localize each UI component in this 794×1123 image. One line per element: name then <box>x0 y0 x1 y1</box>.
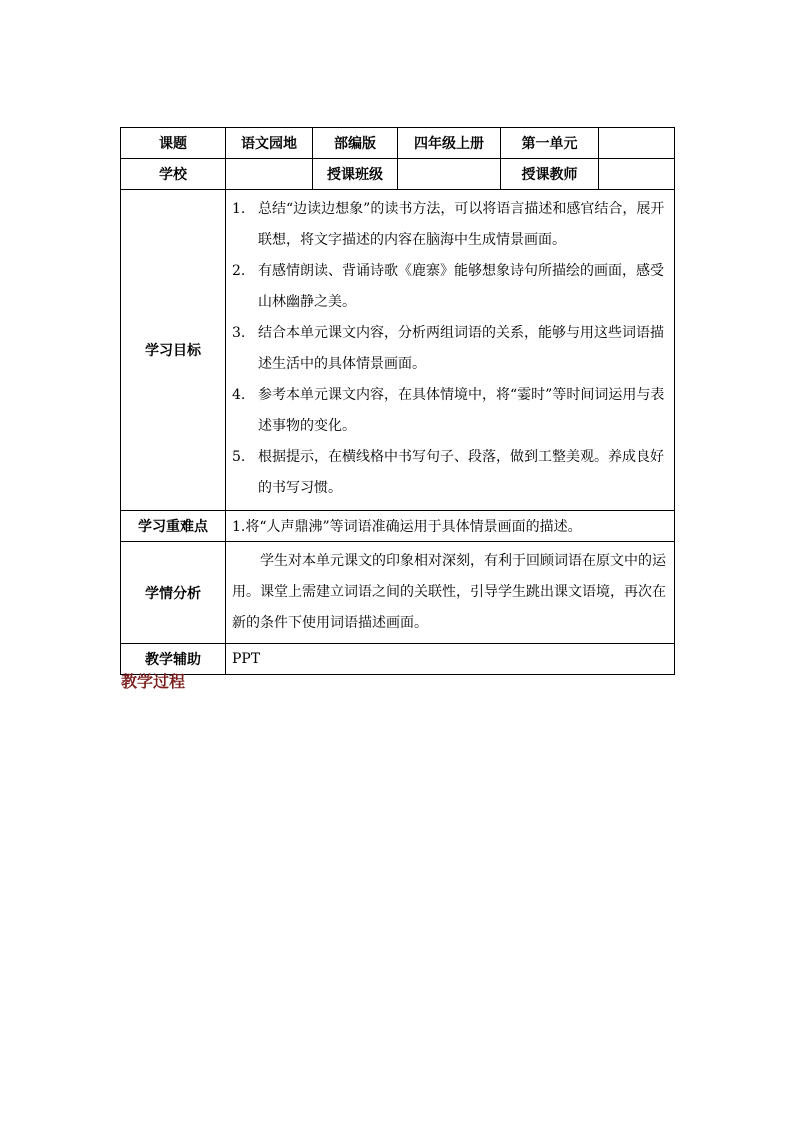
objectives-content <box>226 190 675 511</box>
objective-item: 2. 有感情朗读、背诵诗歌《鹿寨》能够想象诗句所描绘的画面，感受山林幽静之美。 <box>232 263 664 310</box>
table-row-key-points <box>121 511 675 542</box>
table-row-aids <box>121 644 675 675</box>
section-title: 教学过程 <box>121 672 186 691</box>
blank-cell <box>599 128 675 159</box>
objectives-list <box>232 194 668 504</box>
analysis-label: 学情分析 <box>121 542 226 644</box>
aids-text: PPT <box>226 644 675 675</box>
table-row-objectives <box>121 190 675 511</box>
school-label: 学校 <box>121 159 226 190</box>
aids-label: 教学辅助 <box>121 644 226 675</box>
objective-item: 1. 总结“边读边想象”的读书方法，可以将语言描述和感官结合，展开联想，将文字描述的内容在脑海中生成情景画面。 <box>232 201 665 248</box>
class-value <box>398 159 501 190</box>
key-points-text: 1.将“人声鼎沸”等词语准确运用于具体情景画面的描述。 <box>226 511 675 542</box>
objective-item: 4. 参考本单元课文内容，在具体情境中，将“霎时”等时间词运用与表述事物的变化。 <box>232 387 665 434</box>
grade-value: 四年级上册 <box>398 128 501 159</box>
teacher-value <box>599 159 675 190</box>
analysis-text: 学生对本单元课文的印象相对深刻，有利于回顾词语在原文中的运用。课堂上需建立词语之间的关联性，引导学生跳出课文语境，再次在新的条件下使用词语描述画面。 <box>226 542 675 644</box>
objective-item: 5. 根据提示，在横线格中书写句子、段落，做到工整美观。养成良好的书写习惯。 <box>232 449 664 496</box>
unit-value: 第一单元 <box>501 128 599 159</box>
edition-value: 部编版 <box>313 128 398 159</box>
school-value <box>226 159 313 190</box>
teacher-label: 授课教师 <box>501 159 599 190</box>
objective-item: 3. 结合本单元课文内容，分析两组词语的关系，能够与用这些词语描述生活中的具体情景画面。 <box>232 325 664 372</box>
class-label: 授课班级 <box>313 159 398 190</box>
topic-value: 语文园地 <box>226 128 313 159</box>
topic-label: 课题 <box>121 128 226 159</box>
table-row-topic <box>121 128 675 159</box>
table-row-analysis <box>121 542 675 644</box>
table-row-school <box>121 159 675 190</box>
lesson-plan-table <box>120 127 675 675</box>
key-points-label: 学习重难点 <box>121 511 226 542</box>
objectives-label: 学习目标 <box>121 190 226 511</box>
